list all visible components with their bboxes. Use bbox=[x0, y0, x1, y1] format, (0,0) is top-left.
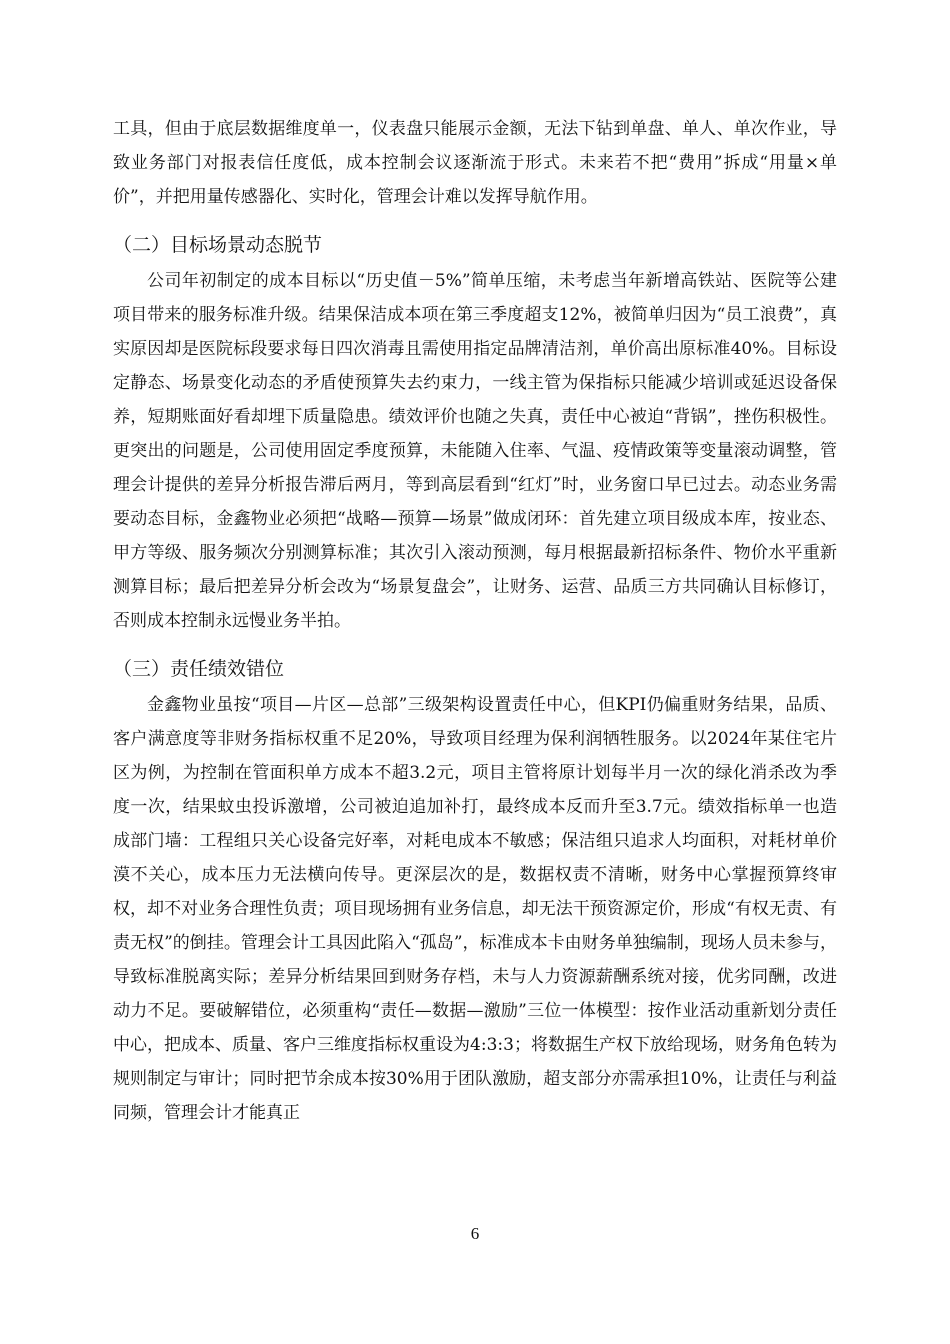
section-heading-3: （三）责任绩效错位 bbox=[113, 658, 285, 680]
section-heading-2: （二）目标场景动态脱节 bbox=[113, 234, 323, 256]
section-2-paragraph: 公司年初制定的成本目标以“历史值－5%”简单压缩，未考虑当年新增高铁站、医院等公建项目带来的服务标准升级。结果保洁成本项在第三季度超支12%，被简单归因为“员工浪费”，真实原因却是医院标段要求每日四次消毒且需使用指定品牌清洁剂，单价高出原标准40%。目标设定静态、场景变化动态的矛盾使预算失去约束力，一线主管为保指标只能减少培训或延迟设备保养，短期账面好看却埋下质量隐患。绩效评价也随之失真，责任中心被迫“背锅”，挫伤积极性。更突出的问题是，公司使用固定季度预算，未能随入住率、气温、疫情政策等变量滚动调整，管理会计提供的差异分析报告滞后两月，等到高层看到“红灯”时，业务窗口早已过去。动态业务需要动态目标，金鑫物业必须把“战略—预算—场景”做成闭环：首先建立项目级成本库，按业态、甲方等级、服务频次分别测算标准；其次引入滚动预测，每月根据最新招标条件、物价水平重新测算目标；最后把差异分析会改为“场景复盘会”，让财务、运营、品质三方共同确认目标修订，否则成本控制永远慢业务半拍。 bbox=[113, 271, 837, 631]
continued-paragraph: 工具，但由于底层数据维度单一，仪表盘只能展示金额，无法下钻到单盘、单人、单次作业，导致业务部门对报表信任度低，成本控制会议逐渐流于形式。未来若不把“费用”拆成“用量×单价”，并把用量传感器化、实时化，管理会计难以发挥导航作用。 bbox=[113, 119, 837, 207]
page-content bbox=[113, 112, 837, 1130]
page-number: 6 bbox=[470, 1224, 480, 1243]
section-3-paragraph: 金鑫物业虽按“项目—片区—总部”三级架构设置责任中心，但KPI仍偏重财务结果，品质、客户满意度等非财务指标权重不足20%，导致项目经理为保利润牺牲服务。以2024年某住宅片区为例，为控制在管面积单方成本不超3.2元，项目主管将原计划每半月一次的绿化消杀改为季度一次，结果蚊虫投诉激增，公司被迫追加补打，最终成本反而升至3.7元。绩效指标单一也造成部门墙：工程组只关心设备完好率，对耗电成本不敏感；保洁组只追求人均面积，对耗材单价漠不关心，成本压力无法横向传导。更深层次的是，数据权责不清晰，财务中心掌握预算终审权，却不对业务合理性负责；项目现场拥有业务信息，却无法干预资源定价，形成“有权无责、有责无权”的倒挂。管理会计工具因此陷入“孤岛”，标准成本卡由财务单独编制，现场人员未参与，导致标准脱离实际；差异分析结果回到财务存档，未与人力资源薪酬系统对接，优劣同酬，改进动力不足。要破解错位，必须重构“责任—数据—激励”三位一体模型：按作业活动重新划分责任中心，把成本、质量、客户三维度指标权重设为4:3:3；将数据生产权下放给现场，财务角色转为规则制定与审计；同时把节余成本按30%用于团队激励，超支部分亦需承担10%，让责任与利益同频，管理会计才能真正 bbox=[113, 695, 837, 1123]
